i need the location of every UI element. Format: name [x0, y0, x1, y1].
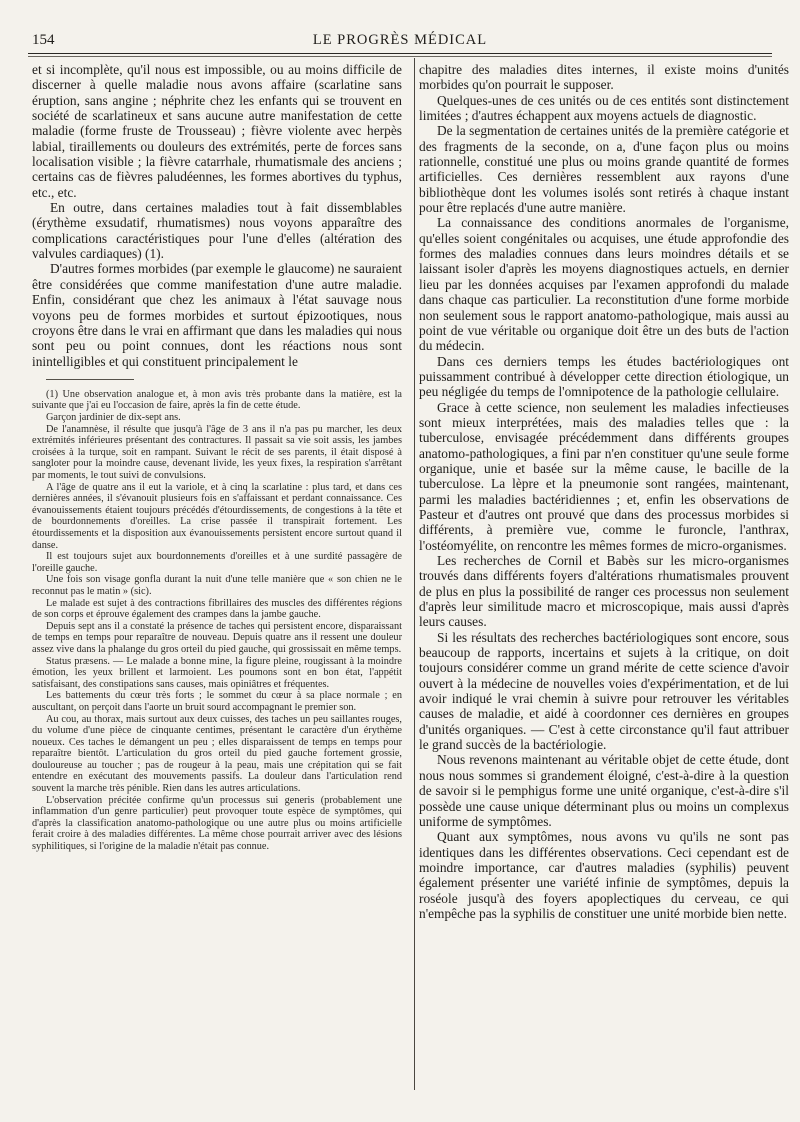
footnote-3: De l'anamnèse, il résulte que jusqu'à l'âge de 3 ans il n'a pas pu marcher, les deux extrémités inférieures présentant des contractures. Il passait sa vie soit assis, les jambes croisées à la turque, soit en rampant. Suivant le récit de ses parents, il était disposé à sangloter pour la moindre cause, devenant livide, les yeux fixes, la respiration s'arrêtant par moments, le tout suivi de convulsions. [32, 423, 402, 482]
left-paragraph-1: et si incomplète, qu'il nous est impossible, ou au moins difficile de discerner à quelle maladie nous avons affaire (scarlatine sans éruption, sans angine ; néphrite chez les enfants qui se trouvent en société de scarlatineux et sans aucune autre manifestation de cette maladie (forme fruste de Trousseau) ; fièvre violente avec herpès labial, tiraillements ou douleurs des extrémités, perte de forces sans localisation visible ; la fièvre catarrhale, rhumatismale des anciens ; certains cas de fièvres paludéennes, les formes abortives du typhus, etc., etc. [32, 62, 402, 200]
running-title: LE PROGRÈS MÉDICAL [312, 32, 488, 48]
page-number: 154 [32, 32, 55, 48]
right-paragraph-9: Nous revenons maintenant au véritable objet de cette étude, dont nous nous sommes si grandement éloigné, c'est-à-dire à la question de savoir si le pemphigus forme une unité organique, c'est-à-dire s'il possède une cause unique déterminant plus ou moins un complexus uniforme de symptômes. [419, 752, 789, 829]
footnote-5: Il est toujours sujet aux bourdonnements d'oreilles et à une surdité passagère de l'oreille gauche. [32, 551, 402, 574]
footnote-12: L'observation précitée confirme qu'un processus sui generis (probablement une inflammation d'un genre particulier) peut provoquer toute espèce de symptômes, qui d'après la classification anatomo-pathologique ou une autre plus ou moins artificielle ferait croire à des maladies différentes. La même chose pourrait arriver avec des lésions syphilitiques, si l'origine de la maladie n'était pas connue. [32, 794, 402, 853]
left-paragraph-2: En outre, dans certaines maladies tout à fait dissemblables (érythème exsudatif, rhumatismes) nous voyons apparaître des complications caractéristiques pour l'une d'elles (altération des valvules cardiaques) (1). [32, 200, 402, 262]
right-paragraph-7: Les recherches de Cornil et Babès sur les micro-organismes trouvés dans différents foyers d'altérations rhumatismales prouvent de plus en plus la possibilité de ranger ces processus non seulement d'après leur similitude macro et microscopique, mais aussi d'après leurs causes. [419, 553, 789, 630]
footnote-9: Status præsens. — Le malade a bonne mine, la figure pleine, rougissant à la moindre émotion, les yeux brillent et larmoient. Les poumons sont en bon état, l'appétit satisfaisant, des constipations sans causes, mais opiniâtres et fréquentes. [32, 655, 402, 690]
column-divider [414, 58, 415, 1090]
left-paragraph-3: D'autres formes morbides (par exemple le glaucome) ne sauraient être considérées que comme manifestation d'une autre maladie. Enfin, considérant que chez les animaux à l'état sauvage nous voyons peu de formes morbides et surtout épizootiques, nous croyons être dans le vrai en affirmant que dans les maladies qui nous sont peu ou point connues, dont les réactions nous sont inintelligibles et qui constituent principalement le [32, 261, 402, 369]
right-paragraph-2: Quelques-unes de ces unités ou de ces entités sont distinctement limitées ; d'autres échappent aux moyens actuels de diagnostic. [419, 92, 789, 124]
left-column [32, 62, 402, 853]
right-paragraph-6: Grace à cette science, non seulement les maladies infectieuses sont mieux interprétées, mais des maladies telles que : la tuberculose, envisagée précédemment dans différents groupes anatomo-pathologiques, a fini par n'en constituer qu'une seule forme organique, unie et basée sur la même cause, le bacille de la tuberculose. La lèpre et la pneumonie sont rangées, maintenant, parmi les maladies bactéridiennes ; et, enfin les observations de Pasteur et d'autres ont prouvé que dans des processus morbides si différents, à première vue, comme le furoncle, l'anthrax, l'ostéomyélite, on rencontre les mêmes formes de micro-organismes. [419, 399, 789, 553]
left-body-text [32, 62, 402, 369]
footnote-7: Le malade est sujet à des contractions fibrillaires des muscles des différentes régions de son corps et éprouve également des crampes dans la jambe gauche. [32, 597, 402, 621]
right-paragraph-3: De la segmentation de certaines unités de la première catégorie et des fragments de la seconde, on a, d'une façon plus ou moins rationnelle, constitué une plus ou moins grande quantité de formes artificielles. Ces dernières ressemblent aux rayons d'une bibliothèque dont les volumes isolés sont retirés à chaque instant pour être replacés d'une autre manière. [419, 123, 789, 216]
right-body-text [419, 62, 789, 921]
footnote-6: Une fois son visage gonfla durant la nuit d'une telle manière que « son chien ne le reconnut pas le matin » (sic). [32, 574, 402, 597]
footnote-2: Garçon jardinier de dix-sept ans. [46, 412, 181, 424]
right-paragraph-1: chapitre des maladies dites internes, il existe moins d'unités morbides qu'on pourrait le supposer. [419, 62, 789, 93]
footnote-4: A l'âge de quatre ans il eut la variole, et à cinq la scarlatine : plus tard, et dans ces dernières années, il s'évanouit plusieurs fois en s'affaissant et perdant connaissance. Ces évanouissements étaient toujours précédés d'étourdissements, de congestions à la tête et de bourdonnements d'oreilles. La crise passée il transpirait fortement. Les étourdissements et la disposition aux évanouissements persistent encore surtout quand il danse. [32, 481, 402, 551]
footnote-1: (1) Une observation analogue et, à mon avis très probante dans la matière, est la suivante que j'ai eu l'occasion de faire, après la fin de cette étude. [32, 388, 402, 412]
right-paragraph-8: Si les résultats des recherches bactériologiques sont encore, sous beaucoup de rapports, incertains et sujets à la critique, on doit toujours considérer comme un grand mérite de cette science d'avoir ouvert à la médecine de nouvelles voies d'expérimentation, et de lui avoir indiqué le vrai chemin à suivre pour retrouver les véritables causes de maladie, et aidé à coordonner ces dernières en groupes d'unités organiques. — C'est à cette circonstance qu'il faut attribuer le grand succès de la bactériologie. [419, 629, 789, 753]
right-paragraph-4: La connaissance des conditions anormales de l'organisme, qu'elles soient congénitales ou acquises, une étude approfondie des formes des maladies connues dans leurs moindres détails et se laissant isoler d'après les moyens diagnostiques actuels, en dernier lieu par les données acquises par l'examen approfondi du malade dans chaque cas particulier. La reconstitution d'une forme morbide non seulement sous le rapport anatomo-pathologique, mais aussi au point de vue véritable ou organique doit être un des buts de l'action du médecin. [419, 215, 789, 354]
right-paragraph-5: Dans ces derniers temps les études bactériologiques ont puissamment contribué à développer cette direction étiologique, un peu négligée du temps de l'omnipotence de la pathologie cellulaire. [419, 353, 789, 400]
page-header [28, 30, 772, 52]
header-rule [28, 53, 772, 54]
right-column [419, 62, 789, 921]
header-rule-secondary [28, 56, 772, 57]
footnote-8: Depuis sept ans il a constaté la présence de taches qui persistent encore, disparaissant de temps en temps pour reparaître de nouveau. Depuis quatre ans il ressent une douleur assez vive dans la phalange du gros orteil du pied gauche, qui grossissait en même temps. [32, 620, 402, 655]
right-paragraph-10: Quant aux symptômes, nous avons vu qu'ils ne sont pas identiques dans les différentes observations. Ceci cependant est de moindre importance, car d'autres maladies (syphilis) peuvent également présenter une variété infinie de symptômes, depuis la roséole jusqu'à des foyers apoplectiques du cerveau, ce qui n'empêche pas la syphilis de constituer une unité morbide bien nette. [419, 829, 789, 921]
footnote-rule [46, 379, 134, 380]
footnotes [32, 389, 402, 853]
footnote-11: Au cou, au thorax, mais surtout aux deux cuisses, des taches un peu saillantes rouges, du volume d'une pièce de cinquante centimes, présentant le caractère d'un érythème noueux. Ces taches le démangent un peu ; elles disparaissent de temps en temps pour reparaître bientôt. L'articulation du gros orteil du pied gauche fortement grossie, douloureuse au toucher ; pas de rougeur à la peau, mais une crépitation qui se fait entendre en exécutant des mouvements passifs. La douleur dans l'articulation rend souvent la marche très pénible. Rien dans les autres articulations. [32, 713, 402, 795]
footnote-10: Les battements du cœur très forts ; le sommet du cœur à sa place normale ; en auscultant, on perçoit dans l'aorte un bruit sourd accompagnant le premier son. [32, 690, 402, 713]
